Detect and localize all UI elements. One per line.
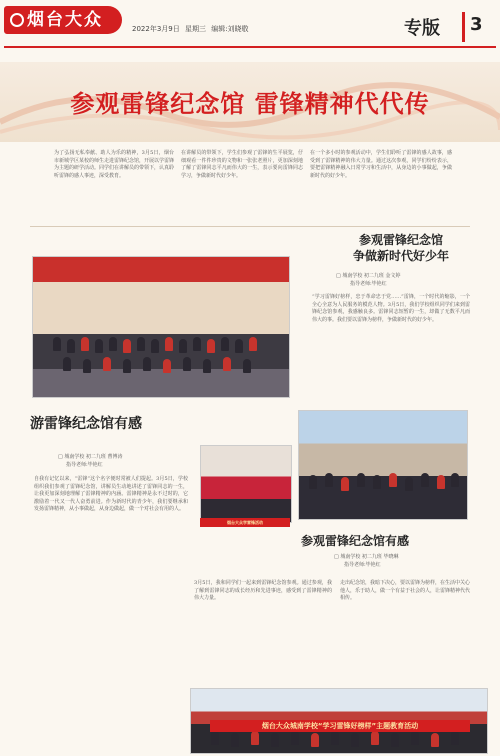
small-photo-banner: 烟台大众学雷锋活动 — [200, 518, 290, 527]
issue-weekday: 星期三 — [184, 25, 206, 33]
article1-body: “学习雷锋好榜样，忠于革命忠于党……”雷锋，一个时代的缩影，一个全心全意为人民服务的模范人物。3月5日，我们学校组织同学们来到雷锋纪念馆参观，我感触良多。雷锋同志短暂的一生，却做了无数平凡而伟大的事。我们要以雷锋为榜样，争做新时代的好少年。 — [312, 294, 470, 323]
banner-group-photo — [200, 445, 292, 523]
section-label: 专版 — [404, 18, 440, 39]
article1-title-line1: 参观雷锋纪念馆 — [358, 233, 443, 247]
issue-editor: 编辑:刘晓敬 — [211, 25, 249, 33]
article2-body: 自我有记忆以来，“雷锋”这个名字便时常被人们提起。3月5日，学校组织我们参观了雷锋纪念馆，讲解员生动地讲述了雷锋同志的一生，让我更加深刻地理解了雷锋精神的内涵。雷锋精神是永不过时的，它激励着一代又一代人奋勇前进。作为新时代的青少年，我们要继承和发扬雷锋精神，从小事做起，从身边做起，做一个对社会有用的人。 — [34, 476, 188, 512]
article3-body-left: 3月5日，我和同学们一起来到雷锋纪念馆参观。通过参观，我了解到雷锋同志的成长经历和先进事迹，感受到了雷锋精神的伟大力量。 — [194, 580, 332, 601]
article1-byline: □ 城南学校 初二九班 金文婷 — [336, 273, 401, 279]
intro-column-1: 为了弘扬无私奉献、助人为乐的精神，3月5日，烟台市新城学区某校的师生走进雷锋纪念馆，开展以学雷锋为主题的研学活动。同学们在讲解员的带领下，认真聆听雷锋的感人事迹，深受教育。 — [54, 150, 175, 179]
article3-advisor: 指导老师:毕艳红 — [344, 562, 381, 568]
article3-title: 参观雷锋纪念馆有感 — [301, 534, 410, 548]
logo-emblem-icon — [10, 13, 24, 27]
header-rule — [4, 46, 496, 48]
page-headline: 参观雷锋纪念馆 雷锋精神代代传 — [70, 90, 430, 118]
intro-column-2: 在讲解员的带领下，学生们参观了雷锋的生平展览，仔细观看一件件珍贵的文物和一张张老照片，更加深刻地了解了雷锋同志平凡而伟大的一生，表示要向雷锋同志学习，争做新时代好少年。 — [181, 150, 303, 179]
issue-date: 2022年3月9日 — [132, 25, 180, 33]
article2-byline: □ 城南学校 初二九班 曹博涛 — [58, 454, 123, 460]
page-number: 3 — [470, 14, 483, 35]
article3-body-right: 走出纪念馆，我暗下决心，要以雷锋为榜样，在生活中关心他人，乐于助人，做一个有益于社会的人，让雷锋精神代代相传。 — [340, 580, 471, 601]
article1-title-line2: 争做新时代好少年 — [352, 249, 449, 263]
students-outdoor-photo — [298, 410, 468, 520]
article2-title: 游雷锋纪念馆有感 — [30, 416, 142, 432]
issue-meta — [132, 24, 249, 34]
newspaper-logo — [4, 6, 122, 34]
section-divider — [462, 12, 465, 42]
article2-advisor: 指导老师:毕艳红 — [66, 462, 103, 468]
logo-text: 烟台大众 — [27, 10, 103, 30]
bottom-photo-banner: 烟台大众城南学校“学习雷锋好榜样”主题教育活动 — [210, 720, 470, 732]
article1-advisor: 指导老师:毕艳红 — [350, 281, 387, 287]
article3-byline: □ 城南学校 初二九班 毕晓琳 — [334, 554, 399, 560]
intro-column-3: 在一个多小时的参观活动中，学生们聆听了雷锋的感人故事，感受到了雷锋精神的伟大力量。通过这次参观，同学们纷纷表示，要把雷锋精神融入日常学习和生活中，从身边的小事做起，争做新时代的好少年。 — [310, 150, 452, 179]
group-photo-museum — [32, 256, 290, 398]
section-separator — [30, 226, 470, 227]
article1-title — [326, 232, 476, 264]
